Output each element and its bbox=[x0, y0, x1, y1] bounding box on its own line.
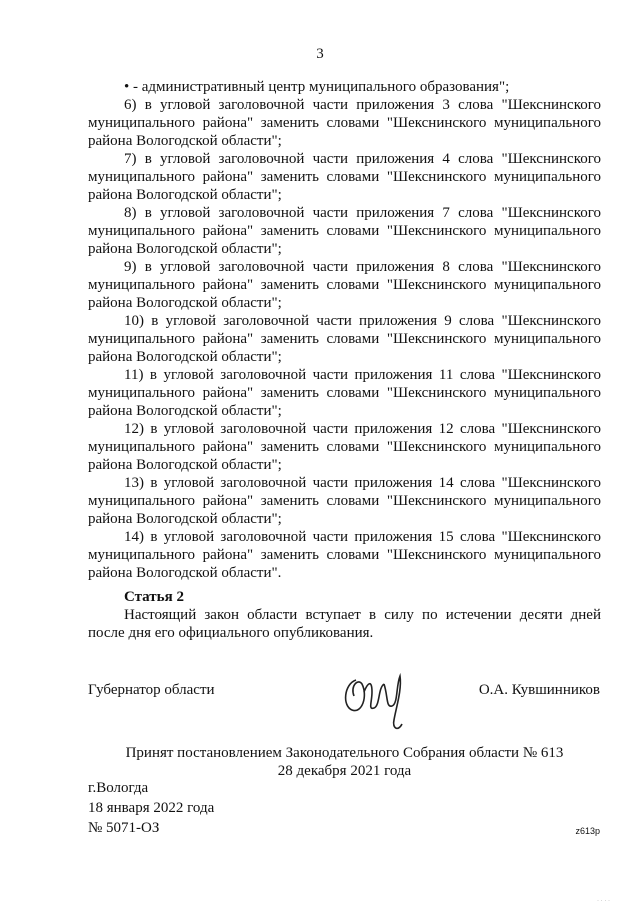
paragraph: 11) в угловой заголовочной части приложения 11 слова "Шекснинского муниципального района" заменить словами "Шекснинского муниципального района Вологодской области"; bbox=[88, 367, 601, 419]
city: г.Вологда bbox=[88, 780, 149, 796]
scan-marks: · · · · bbox=[597, 898, 610, 904]
document-code: z613p bbox=[575, 826, 600, 836]
paragraph: 6) в угловой заголовочной части приложения 3 слова "Шекснинского муниципального района" заменить словами "Шекснинского муниципального района Вологодской области"; bbox=[88, 97, 601, 149]
paragraph: 8) в угловой заголовочной части приложения 7 слова "Шекснинского муниципального района" заменить словами "Шекснинского муниципального района Вологодской области"; bbox=[88, 205, 601, 257]
amendments-list bbox=[88, 78, 601, 582]
adoption-note bbox=[88, 744, 601, 780]
adoption-date: 28 декабря 2021 года bbox=[277, 763, 412, 779]
paragraph: 10) в угловой заголовочной части приложения 9 слова "Шекснинского муниципального района" заменить словами "Шекснинского муниципального района Вологодской области"; bbox=[88, 313, 601, 365]
document-meta bbox=[88, 778, 214, 838]
paragraph: 14) в угловой заголовочной части приложения 15 слова "Шекснинского муниципального района" заменить словами "Шекснинского муниципального района Вологодской области". bbox=[88, 529, 601, 581]
governor-name: О.А. Кувшинников bbox=[478, 682, 600, 698]
governor-title: Губернатор области bbox=[88, 682, 215, 698]
paragraph: 9) в угловой заголовочной части приложения 8 слова "Шекснинского муниципального района" заменить словами "Шекснинского муниципального района Вологодской области"; bbox=[88, 259, 601, 311]
paragraph: 13) в угловой заголовочной части приложения 14 слова "Шекснинского муниципального района" заменить словами "Шекснинского муниципального района Вологодской области"; bbox=[88, 475, 601, 527]
issue-date: 18 января 2022 года bbox=[88, 800, 215, 816]
article-2 bbox=[88, 588, 601, 642]
law-number: № 5071-ОЗ bbox=[88, 820, 160, 836]
paragraph: • - административный центр муниципального образования"; bbox=[124, 79, 510, 95]
paragraph: 7) в угловой заголовочной части приложения 4 слова "Шекснинского муниципального района" заменить словами "Шекснинского муниципального района Вологодской области"; bbox=[88, 151, 601, 203]
adoption-line: Принят постановлением Законодательного Собрания области № 613 bbox=[125, 745, 564, 761]
article-title: Статья 2 bbox=[124, 589, 184, 605]
paragraph: 12) в угловой заголовочной части приложения 12 слова "Шекснинского муниципального района" заменить словами "Шекснинского муниципального района Вологодской области"; bbox=[88, 421, 601, 473]
signature-image bbox=[338, 662, 416, 734]
article-text: Настоящий закон области вступает в силу по истечении десяти дней после дня его официального опубликования. bbox=[88, 607, 601, 641]
page-number: 3 bbox=[316, 46, 324, 62]
